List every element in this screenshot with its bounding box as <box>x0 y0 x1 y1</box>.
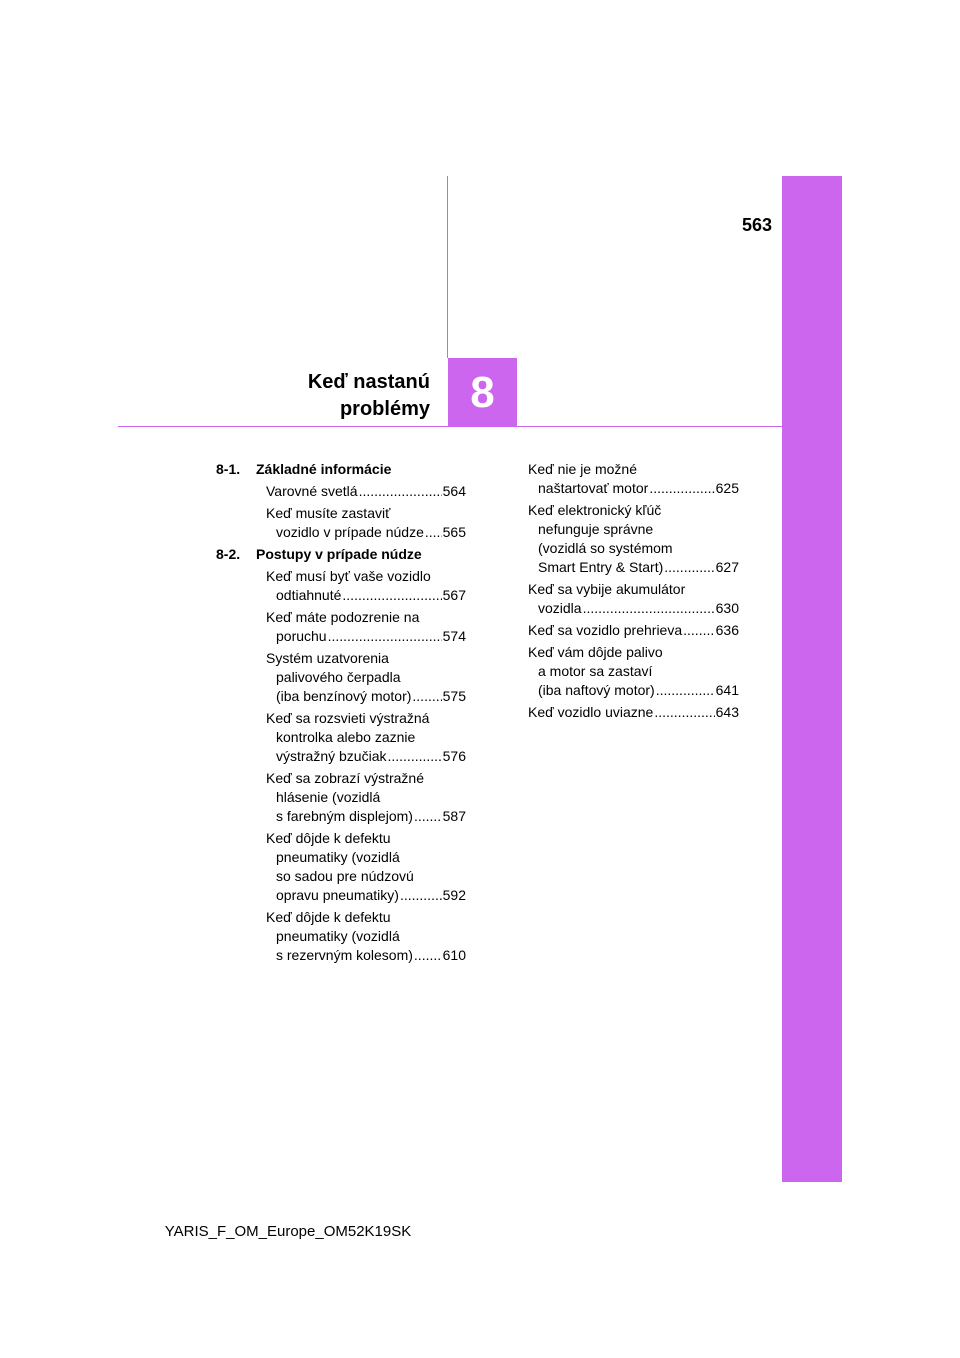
toc-entry-text: kontrolka alebo zaznie <box>276 729 416 745</box>
toc-entry-text: vozidla <box>538 600 582 616</box>
toc-entry-text: Keď máte podozrenie na <box>266 609 420 625</box>
toc-entry-line <box>266 829 466 848</box>
toc-entry[interactable] <box>216 908 466 965</box>
toc-entry-text: a motor sa zastaví <box>538 663 653 679</box>
toc-entry-line <box>528 501 739 520</box>
toc-entry-line <box>266 482 466 501</box>
vertical-divider <box>447 176 448 358</box>
toc-entry-line <box>266 886 466 905</box>
toc-entry-text: (iba naftový motor) <box>538 682 655 698</box>
toc-entry-line <box>266 608 466 627</box>
toc-entry-text: poruchu <box>276 628 327 644</box>
toc-page-ref: 610 <box>442 947 466 963</box>
toc-entry-line <box>528 460 739 479</box>
dot-leader <box>414 946 442 965</box>
chapter-title-line1: Keď nastanú <box>307 371 430 393</box>
toc-entry-text: palivového čerpadla <box>276 669 401 685</box>
toc-entry-line <box>528 539 739 558</box>
toc-page-ref: 565 <box>442 524 466 540</box>
toc-entry-text: odtiahnuté <box>276 587 342 603</box>
toc-entry-text: Varovné svetlá <box>266 483 358 499</box>
toc-entry[interactable] <box>216 709 466 766</box>
dot-leader <box>412 687 441 706</box>
dot-leader <box>583 599 715 618</box>
toc-entry-text: Keď vozidlo uviazne <box>528 704 654 720</box>
chapter-number-badge: 8 <box>448 358 517 427</box>
toc-entry-line <box>528 520 739 539</box>
toc-entry-text: Keď musíte zastaviť <box>266 505 391 521</box>
toc-entry-line <box>266 523 466 542</box>
toc-right-column <box>528 460 739 725</box>
page-number: 563 <box>741 215 772 235</box>
toc-left-column <box>216 460 466 968</box>
toc-entry[interactable] <box>216 649 466 706</box>
toc-entry-text: Keď musí byť vaše vozidlo <box>266 568 431 584</box>
toc-page-ref: 576 <box>442 748 466 764</box>
toc-entry-text: Keď dôjde k defektu <box>266 909 391 925</box>
toc-page-ref: 625 <box>715 480 739 496</box>
document-footer: YARIS_F_OM_Europe_OM52K19SK <box>164 1223 412 1240</box>
toc-entry[interactable] <box>528 501 739 577</box>
dot-leader <box>656 681 715 700</box>
toc-entry-text: pneumatiky (vozidlá <box>276 928 400 944</box>
toc-entry[interactable] <box>216 608 466 646</box>
toc-entry-text: nefunguje správne <box>538 521 654 537</box>
toc-entry-text: Keď sa vozidlo prehrieva <box>528 622 683 638</box>
toc-entry-line <box>266 747 466 766</box>
side-tab <box>782 176 842 1182</box>
toc-entry-line <box>528 662 739 681</box>
toc-entry-text: Keď nie je možné <box>528 461 637 477</box>
toc-page-ref: 564 <box>442 483 466 499</box>
toc-page-ref: 592 <box>442 887 466 903</box>
toc-entry-line <box>266 728 466 747</box>
toc-entry-text: výstražný bzučiak <box>276 748 387 764</box>
dot-leader <box>649 479 714 498</box>
dot-leader <box>425 523 442 542</box>
toc-entry-line <box>528 580 739 599</box>
toc-entry-line <box>528 703 739 722</box>
toc-page-ref: 587 <box>442 808 466 824</box>
toc-entry[interactable] <box>216 769 466 826</box>
toc-entry-line <box>266 709 466 728</box>
section-title: Postupy v prípade núdze <box>256 546 422 562</box>
section-title: Základné informácie <box>256 461 392 477</box>
toc-entry-text: Keď dôjde k defektu <box>266 830 391 846</box>
dot-leader <box>414 807 442 826</box>
toc-entry-text: hlásenie (vozidlá <box>276 789 381 805</box>
toc-entry-line <box>266 586 466 605</box>
dot-leader <box>400 886 442 905</box>
toc-entry-text: opravu pneumatiky) <box>276 887 399 903</box>
toc-entry[interactable] <box>216 482 466 501</box>
toc-entry[interactable] <box>528 460 739 498</box>
toc-page-ref: 627 <box>715 559 739 575</box>
toc-entry-line <box>528 479 739 498</box>
toc-entry-text: (iba benzínový motor) <box>276 688 412 704</box>
dot-leader <box>683 621 715 640</box>
toc-entry[interactable] <box>528 580 739 618</box>
chapter-title <box>308 369 430 423</box>
toc-entry[interactable] <box>528 703 739 722</box>
toc-page-ref: 574 <box>442 628 466 644</box>
toc-entry-line <box>266 848 466 867</box>
toc-entry-text: Keď sa rozsvieti výstražná <box>266 710 430 726</box>
toc-entry[interactable] <box>528 621 739 640</box>
dot-leader <box>328 627 442 646</box>
chapter-title-line2: problémy <box>339 398 430 420</box>
dot-leader <box>387 747 441 766</box>
toc-entry-text: s rezervným kolesom) <box>276 947 413 963</box>
toc-entry-line <box>528 643 739 662</box>
toc-entry-line <box>266 788 466 807</box>
toc-entry-line <box>266 649 466 668</box>
toc-entry-text: Smart Entry & Start) <box>538 559 664 575</box>
toc-entry-text: Keď sa vybije akumulátor <box>528 581 686 597</box>
toc-section-heading <box>216 545 466 564</box>
toc-entry-line <box>266 668 466 687</box>
toc-entry-line <box>528 558 739 577</box>
dot-leader <box>359 482 442 501</box>
section-number: 8-2. <box>216 546 241 562</box>
toc-entry-line <box>266 769 466 788</box>
toc-entry[interactable] <box>528 643 739 700</box>
toc-entry-text: s farebným displejom) <box>276 808 413 824</box>
toc-entry-line <box>266 567 466 586</box>
toc-entry-line <box>266 908 466 927</box>
toc-entry-text: Keď vám dôjde palivo <box>528 644 663 660</box>
toc-entry-line <box>266 807 466 826</box>
toc-entry-line <box>528 621 739 640</box>
toc-entry-line <box>266 627 466 646</box>
toc-entry[interactable] <box>216 504 466 542</box>
toc-section-heading <box>216 460 466 479</box>
toc-entry-text: naštartovať motor <box>538 480 649 496</box>
toc-entry-text: Keď elektronický kľúč <box>528 502 662 518</box>
toc-entry-line <box>266 687 466 706</box>
toc-entry[interactable] <box>216 567 466 605</box>
toc-entry-line <box>528 681 739 700</box>
toc-entry-line <box>266 504 466 523</box>
dot-leader <box>654 703 714 722</box>
toc-entry-line <box>266 927 466 946</box>
toc-page-ref: 643 <box>715 704 739 720</box>
toc-page-ref: 641 <box>715 682 739 698</box>
toc-page-ref: 636 <box>715 622 739 638</box>
toc-entry[interactable] <box>216 829 466 905</box>
toc-entry-text: Systém uzatvorenia <box>266 650 389 666</box>
toc-entry-text: vozidlo v prípade núdze <box>276 524 424 540</box>
toc-entry-line <box>266 867 466 886</box>
toc-page-ref: 575 <box>442 688 466 704</box>
toc-entry-text: so sadou pre núdzovú <box>276 868 414 884</box>
toc-entry-text: Keď sa zobrazí výstražné <box>266 770 425 786</box>
section-number: 8-1. <box>216 461 241 477</box>
toc-entry-line <box>528 599 739 618</box>
dot-leader <box>342 586 441 605</box>
toc-page-ref: 567 <box>442 587 466 603</box>
toc-entry-text: (vozidlá so systémom <box>538 540 673 556</box>
dot-leader <box>664 558 714 577</box>
toc-entry-line <box>266 946 466 965</box>
toc-page-ref: 630 <box>715 600 739 616</box>
toc-entry-text: pneumatiky (vozidlá <box>276 849 400 865</box>
